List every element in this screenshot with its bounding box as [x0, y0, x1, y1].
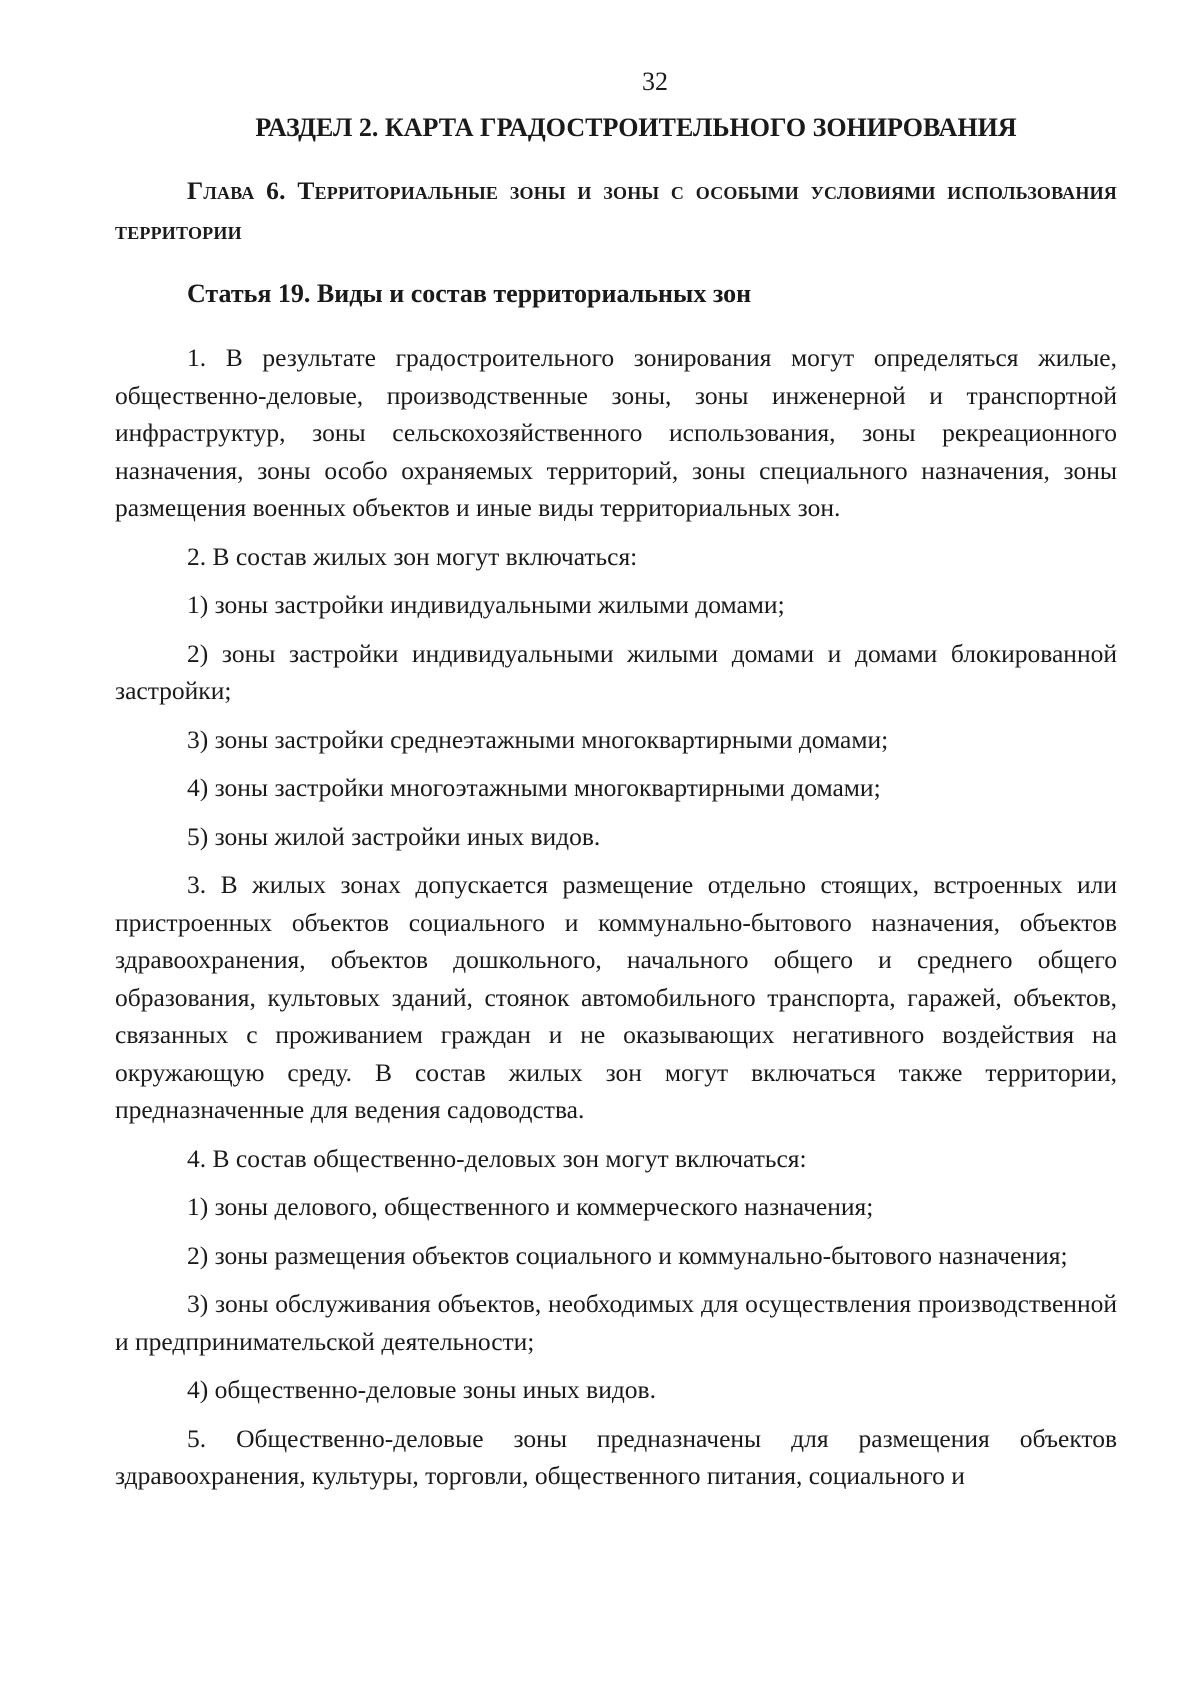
list-item-residential-2: 2) зоны застройки индивидуальными жилыми домами и домами блокированной застройки; — [115, 638, 1117, 705]
paragraph-5: 5. Общественно-деловые зоны предназначены для размещения объектов здравоохранения, культуры, торговли, общественного питания, социального и — [115, 1423, 1117, 1490]
list-item-business-3: 3) зоны обслуживания объектов, необходимых для осуществления производственной и предпринимательской деятельности; — [115, 1289, 1117, 1356]
section-title: РАЗДЕЛ 2. КАРТА ГРАДОСТРОИТЕЛЬНОГО ЗОНИРОВАНИЯ — [255, 113, 1017, 142]
page-number: 32 — [642, 67, 668, 96]
chapter-title: Глава 6. Территориальные зоны и зоны с особыми условиями использования территории — [115, 176, 1117, 245]
list-item-residential-4: 4) зоны застройки многоэтажными многоквартирными домами; — [187, 773, 881, 802]
list-item-residential-1: 1) зоны застройки индивидуальными жилыми домами; — [187, 590, 785, 619]
paragraph-3: 3. В жилых зонах допускается размещение отдельно стоящих, встроенных или пристроенных объектов социального и коммунально-бытового назначения, объектов здравоохранения, объектов дошкольного, начального общего и среднего общего образования, культовых зданий, стоянок автомобильного транспорта, гаражей, объектов, связанных с проживанием граждан и не оказывающих негативного воздействия на окружающую среду. В состав жилых зон могут включаться также территории, предназначенные для ведения садоводства. — [115, 870, 1117, 1124]
list-item-residential-5: 5) зоны жилой застройки иных видов. — [187, 821, 601, 851]
paragraph-4: 4. В состав общественно-деловых зон могут включаться: — [187, 1143, 807, 1173]
list-item-business-4: 4) общественно-деловые зоны иных видов. — [187, 1375, 656, 1404]
paragraph-1: 1. В результате градостроительного зонирования могут определяться жилые, общественно-деловые, производственные зоны, зоны инженерной и транспортной инфраструктур, зоны сельскохозяйственного использования, зоны рекреационного назначения, зоны особо охраняемых территорий, зоны специального назначения, зоны размещения военных объектов и иные виды территориальных зон. — [115, 343, 1117, 522]
article-title: Статья 19. Виды и состав территориальных зон — [187, 279, 752, 308]
list-item-business-2: 2) зоны размещения объектов социального и коммунально-бытового назначения; — [187, 1240, 1068, 1270]
paragraph-2: 2. В состав жилых зон могут включаться: — [187, 541, 638, 571]
list-item-residential-3: 3) зоны застройки среднеэтажными многоквартирными домами; — [187, 724, 889, 754]
document-page — [115, 62, 1117, 1495]
list-item-business-1: 1) зоны делового, общественного и коммерческого назначения; — [187, 1192, 874, 1221]
